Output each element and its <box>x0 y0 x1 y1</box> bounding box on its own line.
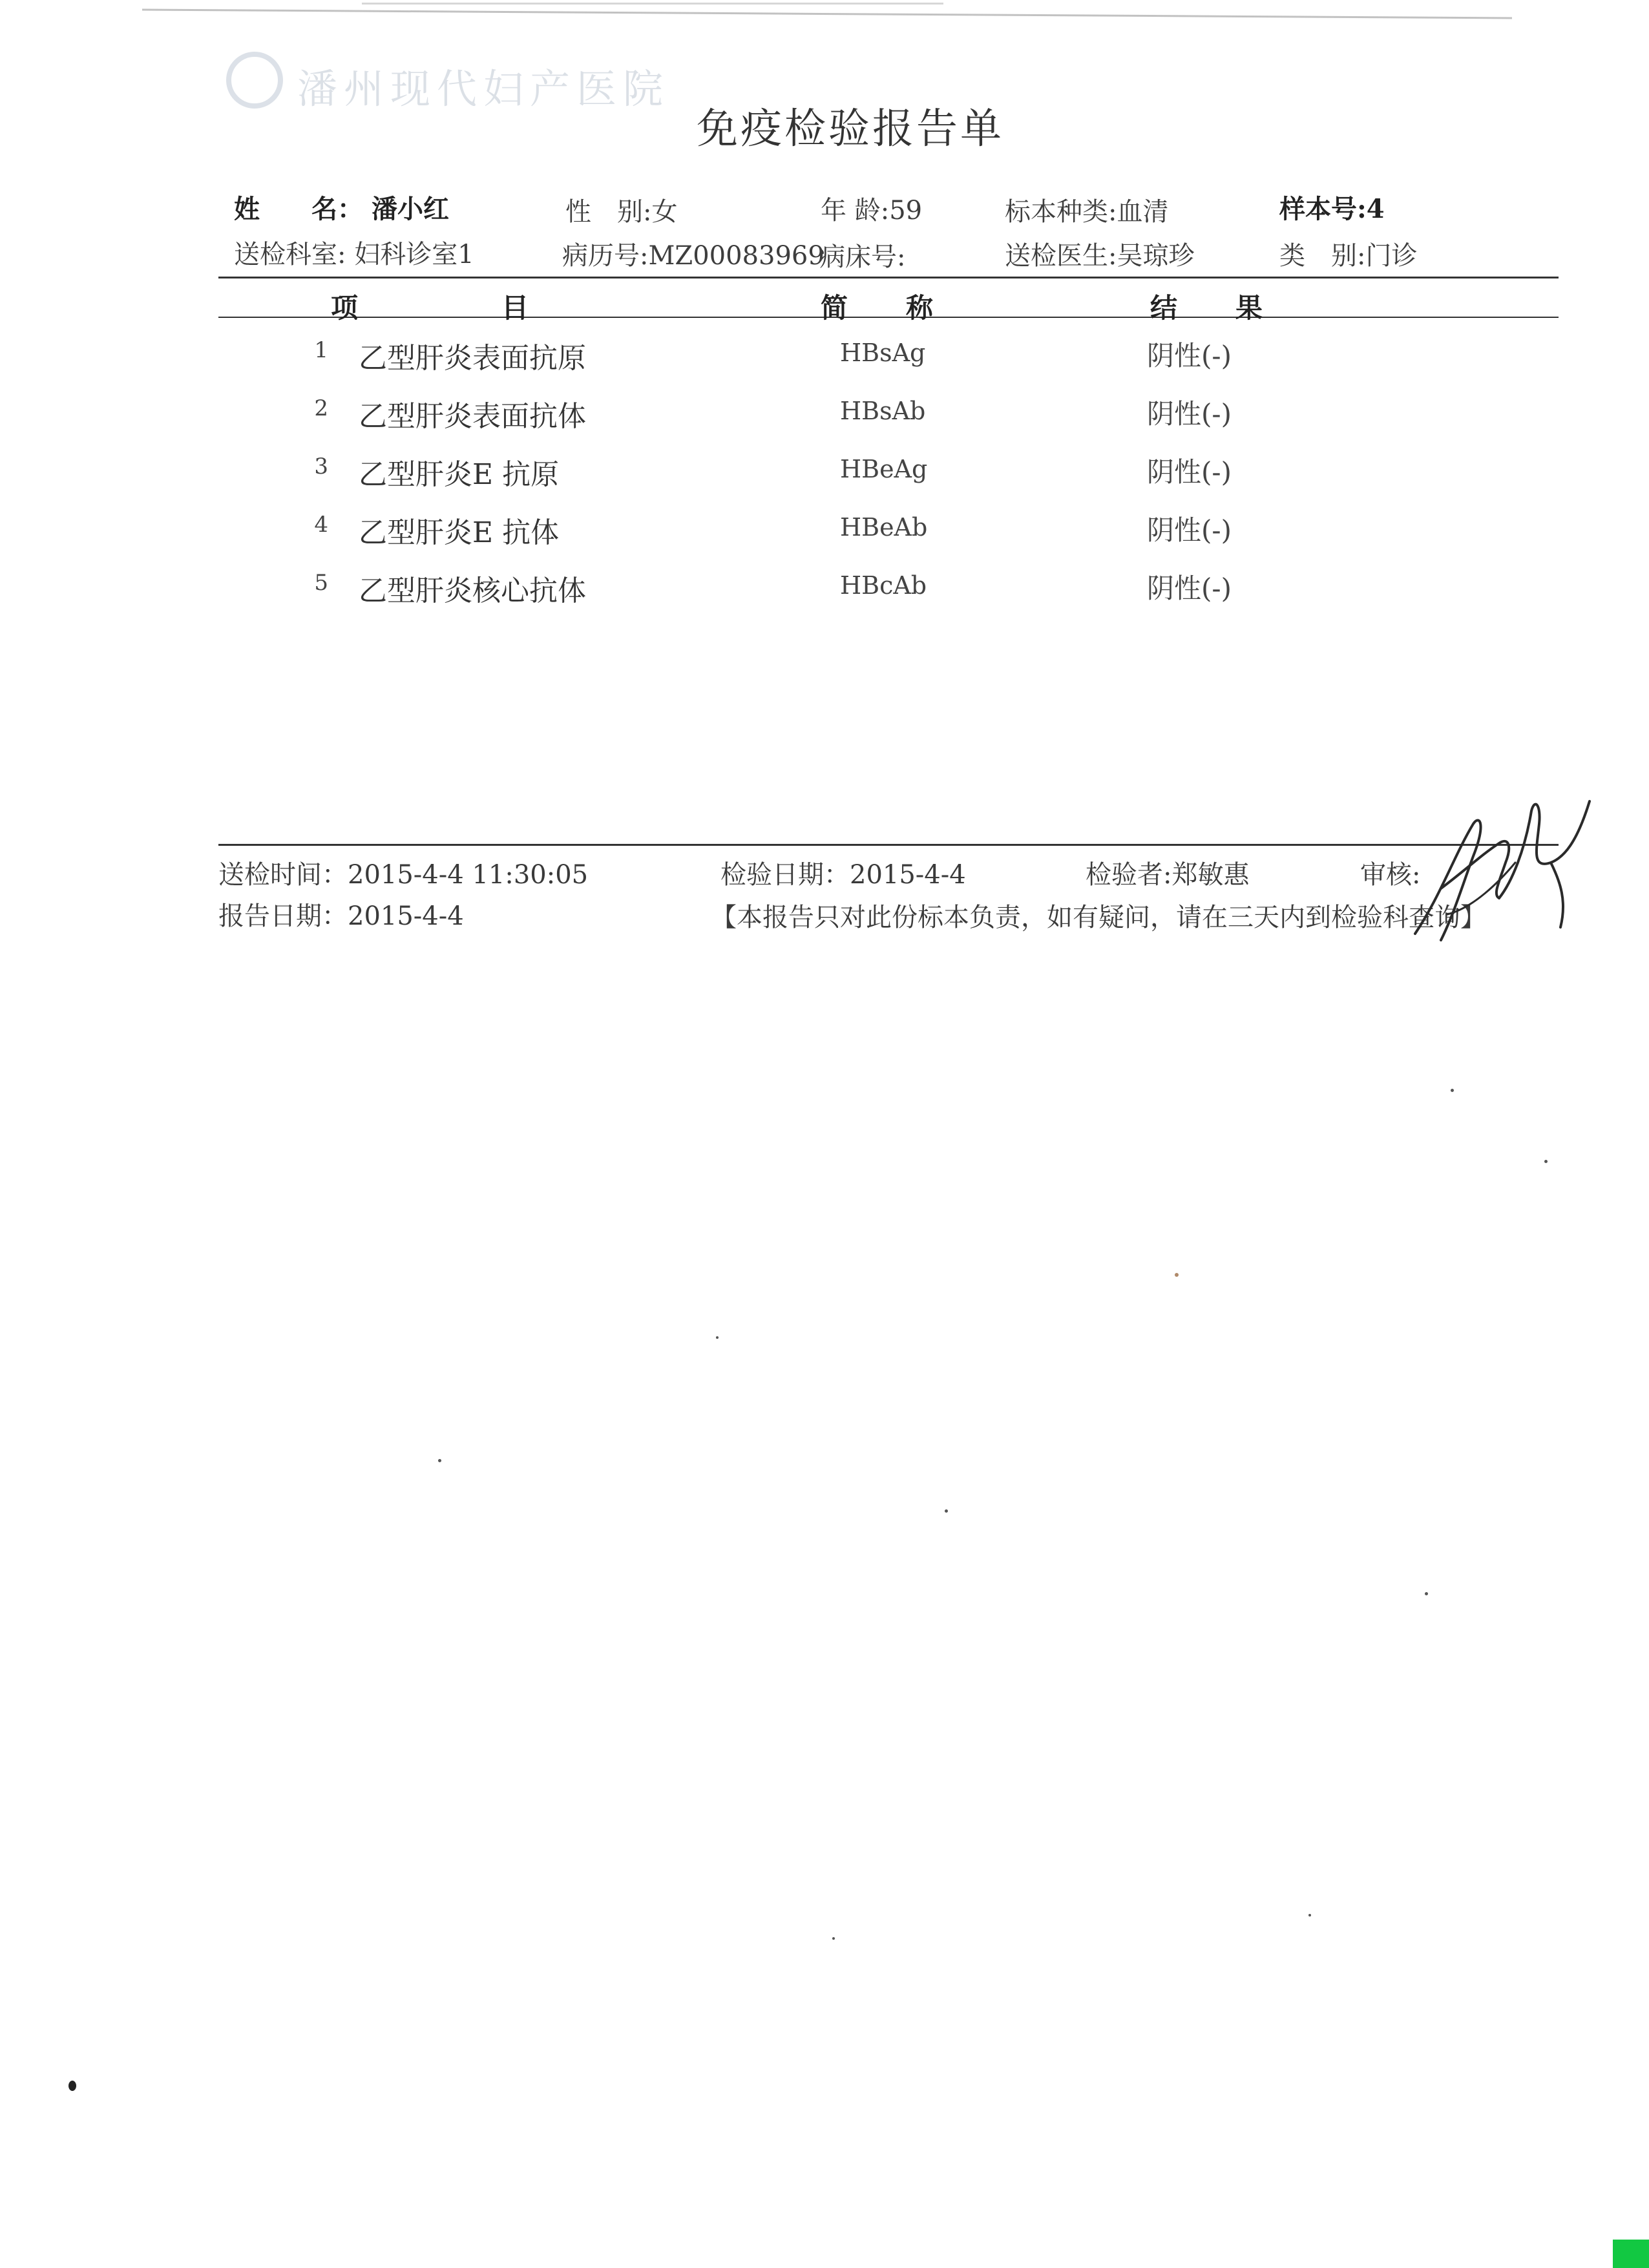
test-result: 阴性(-) <box>1147 572 1232 604</box>
sample-number: 样本号:4 <box>1279 194 1385 224</box>
visit-category: 类 别:门诊 <box>1279 241 1418 271</box>
scan-speck <box>1451 1089 1454 1092</box>
department: 送检科室: 妇科诊室1 <box>234 240 474 269</box>
test-abbreviation: HBeAg <box>840 455 928 483</box>
scanner-corner-tag <box>1613 2240 1649 2268</box>
report-date: 报告日期：2015-4-4 <box>218 901 464 931</box>
patient-name-label: 姓 名： <box>234 194 363 224</box>
scan-speck <box>945 1509 948 1513</box>
specimen-type: 标本种类:血清 <box>1005 197 1169 227</box>
patient-sex: 性 别:女 <box>565 197 678 227</box>
scan-speck <box>1544 1160 1548 1163</box>
submission-time: 送检时间：2015-4-4 11:30:05 <box>218 860 589 890</box>
medical-record-number: 病历号:MZ00083969 <box>562 241 824 271</box>
test-item-name: 乙型肝炎E 抗原 <box>359 458 560 491</box>
test-item-name: 乙型肝炎E 抗体 <box>359 516 560 549</box>
bed-number: 病床号: <box>819 242 906 272</box>
scan-speck <box>1175 1273 1179 1277</box>
hospital-watermark: 潘州现代妇产医院 <box>297 65 670 112</box>
test-result: 阴性(-) <box>1147 398 1232 430</box>
disclaimer: 【本报告只对此份标本负责，如有疑问，请在三天内到检验科查询】 <box>711 903 1486 932</box>
header-top-rule <box>218 277 1559 278</box>
test-abbreviation: HBeAb <box>840 513 928 541</box>
reviewer-label: 审核: <box>1360 860 1421 890</box>
scan-speck <box>1425 1592 1428 1595</box>
row-number: 5 <box>314 570 328 596</box>
report-title: 免疫检验报告单 <box>697 105 1004 153</box>
row-number: 4 <box>314 512 328 538</box>
test-date: 检验日期：2015-4-4 <box>720 860 966 890</box>
scan-edge-line <box>142 9 1512 19</box>
test-abbreviation: HBsAb <box>840 397 926 425</box>
scan-edge-line <box>362 3 943 5</box>
column-header-abbreviation: 简 称 <box>821 292 935 324</box>
test-result: 阴性(-) <box>1147 514 1232 546</box>
test-abbreviation: HBsAg <box>840 339 926 367</box>
patient-age: 年 龄:59 <box>821 196 923 226</box>
patient-name: 潘小红 <box>372 194 449 224</box>
row-number: 2 <box>314 395 328 421</box>
row-number: 3 <box>314 454 328 479</box>
test-result: 阴性(-) <box>1147 456 1232 488</box>
scan-speck <box>832 1937 835 1940</box>
column-header-result: 结 果 <box>1150 292 1265 324</box>
tester: 检验者:郑敏惠 <box>1086 860 1250 890</box>
reviewer-signature <box>1402 785 1596 953</box>
scan-speck <box>1308 1914 1311 1916</box>
test-item-name: 乙型肝炎核心抗体 <box>359 574 586 607</box>
test-abbreviation: HBcAb <box>840 571 927 600</box>
test-result: 阴性(-) <box>1147 340 1232 372</box>
scan-speck <box>438 1459 441 1462</box>
footer-rule <box>218 844 1559 846</box>
scan-speck <box>716 1336 719 1339</box>
scan-speck <box>68 2081 76 2091</box>
column-header-item: 项 目 <box>331 292 530 324</box>
requesting-doctor: 送检医生:吴琼珍 <box>1005 241 1195 271</box>
test-item-name: 乙型肝炎表面抗原 <box>359 342 586 375</box>
test-item-name: 乙型肝炎表面抗体 <box>359 400 586 433</box>
row-number: 1 <box>314 337 328 363</box>
